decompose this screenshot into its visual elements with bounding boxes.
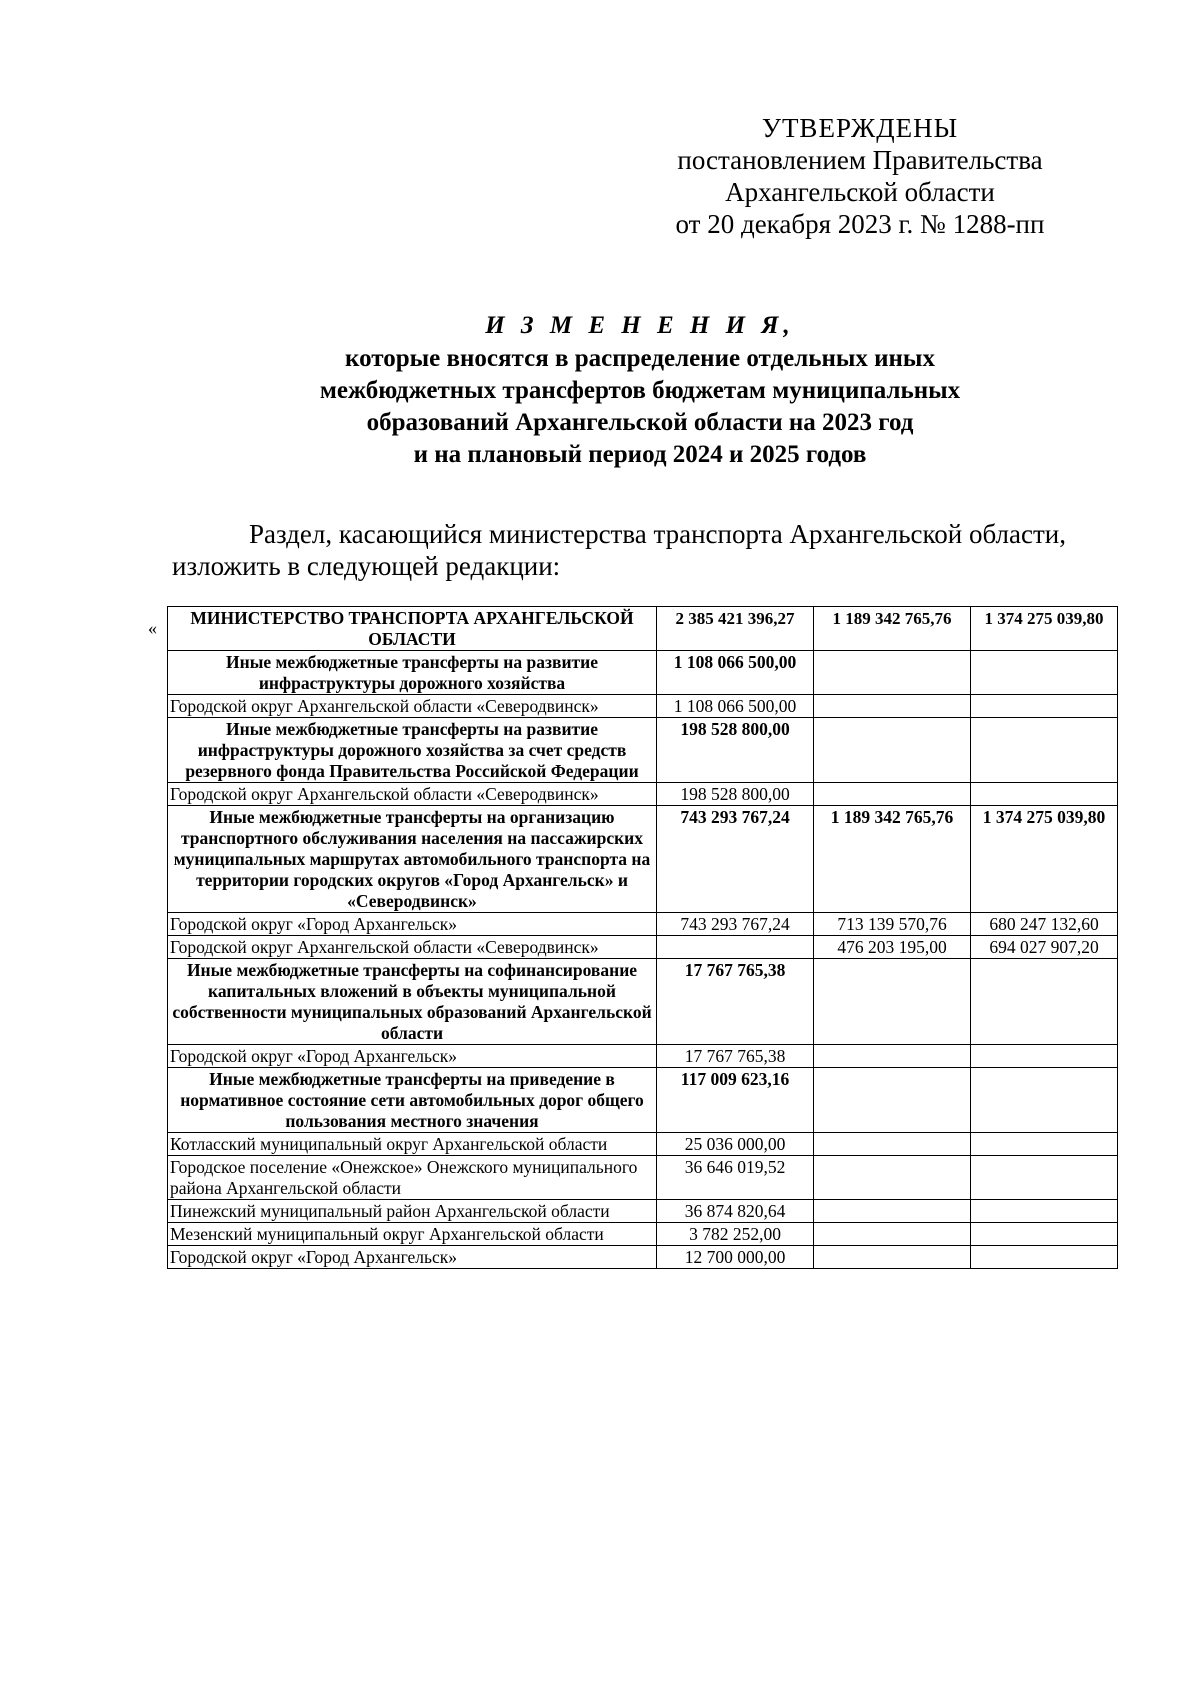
section-title-cell: МИНИСТЕРСТВО ТРАНСПОРТА АРХАНГЕЛЬСКОЙ ОБЛАСТИ [168, 607, 657, 651]
amount-cell-2025 [971, 1156, 1118, 1200]
section-title-cell: Иные межбюджетные трансферты на развитие инфраструктуры дорожного хозяйства за счет средств резервного фонда Правительства Российской Федерации [168, 718, 657, 783]
recipient-name-cell: Мезенский муниципальный округ Архангельской области [168, 1223, 657, 1246]
title-line-2: межбюджетных трансфертов бюджетам муниципальных [319, 377, 961, 404]
intro-line-2: изложить в следующей редакции: [172, 551, 561, 581]
amount-cell-2024 [814, 1068, 971, 1133]
recipient-name-cell: Городской округ Архангельской области «Северодвинск» [168, 783, 657, 806]
approval-line-2: постановлением Правительства [677, 145, 1043, 175]
amount-cell-2024: 476 203 195,00 [814, 936, 971, 959]
table-row [168, 1246, 1118, 1269]
table-row [168, 695, 1118, 718]
table-row [168, 913, 1118, 936]
amount-cell-2023: 36 646 019,52 [657, 1156, 814, 1200]
amount-cell-2023: 117 009 623,16 [657, 1068, 814, 1133]
amount-cell-2023: 12 700 000,00 [657, 1246, 814, 1269]
section-title-cell: Иные межбюджетные трансферты на приведение в нормативное состояние сети автомобильных дорог общего пользования местного значения [168, 1068, 657, 1133]
amount-cell-2024 [814, 959, 971, 1045]
section-title-cell: Иные межбюджетные трансферты на софинансирование капитальных вложений в объекты муниципальной собственности муниципальных образований Архангельской области [168, 959, 657, 1045]
table-row [168, 1133, 1118, 1156]
amount-cell-2025: 680 247 132,60 [971, 913, 1118, 936]
recipient-name-cell: Городской округ Архангельской области «Северодвинск» [168, 695, 657, 718]
amount-cell-2023: 17 767 765,38 [657, 959, 814, 1045]
approval-line-4: от 20 декабря 2023 г. № 1288-пп [675, 209, 1045, 239]
amount-cell-2025 [971, 1045, 1118, 1068]
amount-cell-2025 [971, 1068, 1118, 1133]
amount-cell-2023: 743 293 767,24 [657, 913, 814, 936]
table-row [168, 1156, 1118, 1200]
amount-cell-2025: 694 027 907,20 [971, 936, 1118, 959]
amount-cell-2023 [657, 936, 814, 959]
table-section-row [168, 718, 1118, 783]
amount-cell-2024 [814, 695, 971, 718]
amount-cell-2025 [971, 1246, 1118, 1269]
table-row [168, 1200, 1118, 1223]
amount-cell-2024 [814, 1246, 971, 1269]
amount-cell-2025 [971, 1223, 1118, 1246]
amount-cell-2023: 2 385 421 396,27 [657, 607, 814, 651]
amount-cell-2024 [814, 1045, 971, 1068]
table-row [168, 1045, 1118, 1068]
recipient-name-cell: Городской округ «Город Архангельск» [168, 1246, 657, 1269]
intro-paragraph [172, 518, 1117, 582]
recipient-name-cell: Пинежский муниципальный район Архангельской области [168, 1200, 657, 1223]
table-section-row [168, 806, 1118, 913]
title-heading: И З М Е Н Е Н И Я, [485, 312, 795, 339]
amount-cell-2023: 25 036 000,00 [657, 1133, 814, 1156]
table-section-row [168, 607, 1118, 651]
recipient-name-cell: Городское поселение «Онежское» Онежского муниципального района Архангельской области [168, 1156, 657, 1200]
amount-cell-2023: 743 293 767,24 [657, 806, 814, 913]
title-line-1: которые вносятся в распределение отдельных иных [345, 345, 935, 372]
amount-cell-2024 [814, 651, 971, 695]
section-title-cell: Иные межбюджетные трансферты на развитие инфраструктуры дорожного хозяйства [168, 651, 657, 695]
amount-cell-2023: 198 528 800,00 [657, 718, 814, 783]
approval-line-3: Архангельской области [725, 177, 995, 207]
amount-cell-2024 [814, 1156, 971, 1200]
table-row [168, 1223, 1118, 1246]
table-section-row [168, 959, 1118, 1045]
table-section-row [168, 651, 1118, 695]
amount-cell-2025 [971, 1200, 1118, 1223]
opening-quote: « [148, 618, 157, 638]
amount-cell-2023: 36 874 820,64 [657, 1200, 814, 1223]
amount-cell-2025 [971, 718, 1118, 783]
title-line-3: образований Архангельской области на 2023 год [366, 409, 914, 436]
table-row [168, 783, 1118, 806]
amount-cell-2023: 1 108 066 500,00 [657, 651, 814, 695]
amount-cell-2025: 1 374 275 039,80 [971, 607, 1118, 651]
transfers-table [167, 606, 1118, 1269]
amount-cell-2024: 1 189 342 765,76 [814, 607, 971, 651]
amount-cell-2024 [814, 783, 971, 806]
recipient-name-cell: Городской округ «Город Архангельск» [168, 1045, 657, 1068]
amount-cell-2024 [814, 1133, 971, 1156]
amount-cell-2025 [971, 1133, 1118, 1156]
amount-cell-2024: 1 189 342 765,76 [814, 806, 971, 913]
amount-cell-2024 [814, 718, 971, 783]
recipient-name-cell: Городской округ «Город Архангельск» [168, 913, 657, 936]
recipient-name-cell: Котласский муниципальный округ Архангельской области [168, 1133, 657, 1156]
table-section-row [168, 1068, 1118, 1133]
table-row [168, 936, 1118, 959]
amount-cell-2023: 198 528 800,00 [657, 783, 814, 806]
amount-cell-2025 [971, 695, 1118, 718]
intro-line-1: Раздел, касающийся министерства транспорта Архангельской области, [249, 519, 1066, 549]
approval-line-1: УТВЕРЖДЕНЫ [761, 113, 959, 143]
recipient-name-cell: Городской округ Архангельской области «Северодвинск» [168, 936, 657, 959]
amount-cell-2023: 17 767 765,38 [657, 1045, 814, 1068]
approval-stamp [600, 112, 1120, 240]
document-title [160, 310, 1120, 471]
section-title-cell: Иные межбюджетные трансферты на организацию транспортного обслуживания населения на пассажирских муниципальных маршрутах автомобильного транспорта на территории городских округов «Город Архангельск» и «Северодвинск» [168, 806, 657, 913]
amount-cell-2025: 1 374 275 039,80 [971, 806, 1118, 913]
amount-cell-2025 [971, 651, 1118, 695]
amount-cell-2024 [814, 1200, 971, 1223]
amount-cell-2024: 713 139 570,76 [814, 913, 971, 936]
transfers-table-body [168, 607, 1118, 1269]
amount-cell-2025 [971, 959, 1118, 1045]
amount-cell-2024 [814, 1223, 971, 1246]
amount-cell-2025 [971, 783, 1118, 806]
amount-cell-2023: 1 108 066 500,00 [657, 695, 814, 718]
amount-cell-2023: 3 782 252,00 [657, 1223, 814, 1246]
title-line-4: и на плановый период 2024 и 2025 годов [413, 441, 867, 468]
